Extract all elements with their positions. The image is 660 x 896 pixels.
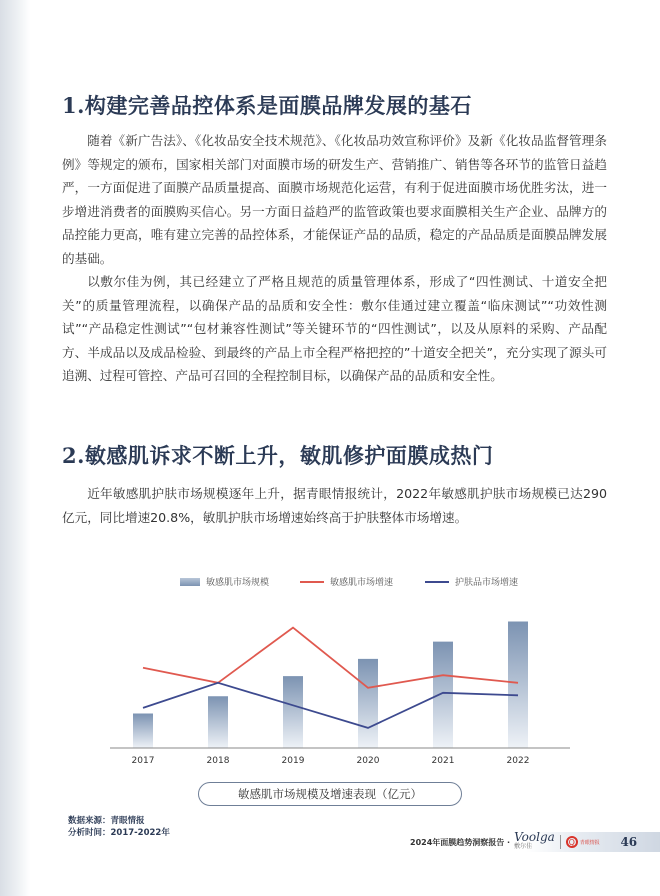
left-decorative-strip — [0, 0, 30, 896]
analysis-time-line: 分析时间：2017-2022年 — [68, 828, 170, 838]
sensitive-skin-chart — [100, 590, 580, 770]
brand-logo — [514, 832, 555, 852]
section2-heading: 2.敏感肌诉求不断上升，敏肌修护面膜成热门 — [62, 443, 494, 468]
section2-paragraph: 近年敏感肌护肤市场规模逐年上升，据青眼情报统计，2022年敏感肌护肤市场规模已达290亿元，同比增速20.8%，敏肌护肤市场增速始终高于护肤整体市场增速。 — [62, 486, 607, 525]
q-logo-label: 青眼情报 — [579, 839, 600, 846]
legend-label-market-size: 敏感肌市场规模 — [206, 578, 270, 588]
legend-red-line-swatch — [300, 581, 324, 583]
x-tick-label-2021: 2021 — [431, 756, 455, 766]
bar-2018 — [208, 696, 228, 748]
x-tick-label-2017: 2017 — [131, 756, 155, 766]
data-source — [68, 815, 170, 839]
source-line: 数据来源：青眼情报 — [68, 816, 145, 826]
line-skincare-growth — [143, 683, 518, 728]
q-logo-icon: Q — [566, 836, 578, 848]
footer-report-title: 2024年面膜趋势洞察报告 · — [410, 837, 511, 847]
x-tick-label-2019: 2019 — [281, 756, 305, 766]
chart-caption: 敏感肌市场规模及增速表现（亿元） — [198, 782, 462, 806]
footer-bar — [392, 832, 660, 852]
page-number: 46 — [620, 835, 638, 849]
chart-legend — [180, 575, 620, 591]
bar-2020 — [358, 659, 378, 748]
x-tick-label-2020: 2020 — [356, 756, 380, 766]
legend-label-sensitive-growth: 敏感肌市场增速 — [330, 578, 394, 588]
legend-bar-swatch — [180, 578, 200, 586]
brand-logo-main: Voolga — [514, 830, 555, 844]
bar-2017 — [133, 714, 153, 749]
section1-paragraph-2: 以敷尔佳为例，其已经建立了严格且规范的质量管理体系，形成了“四性测试、十道安全把关”的质量管理流程，以确保产品的品质和安全性：敷尔佳通过建立覆盖“临床测试”“功效性测试”“产品稳定性测试”“包材兼容性测试”等关键环节的“四性测试”，以及从原料的采购、产品配方、半成品以及成品检验、到最终的产品上市全程严格把控的”十道安全把关”，充分实现了源头可追溯、过程可管控、产品可召回的全程控制目标，以确保产品的品质和安全性。 — [62, 274, 607, 383]
x-tick-label-2022: 2022 — [506, 756, 530, 766]
legend-item-bar — [180, 575, 269, 588]
section1-paragraph-1: 随着《新广告法》、《化妆品安全技术规范》、《化妆品功效宣称评价》及新《化妆品监督管理条例》等规定的颁布，国家相关部门对面膜市场的研发生产、营销推广、销售等各环节的监管日益趋严，一方面促进了面膜产品质量提高、面膜市场规范化运营，有利于促进面膜市场优胜劣汰，进一步增进消费者的面膜购买信心。另一方面日益趋严的监管政策也要求面膜相关生产企业、品牌方的品控能力更高，唯有建立完善的品控体系，才能保证产品的品质，稳定的产品品质是面膜品牌发展的基础。 — [62, 133, 607, 266]
section1-heading: 1.构建完善品控体系是面膜品牌发展的基石 — [62, 93, 472, 118]
bar-2021 — [433, 642, 453, 748]
bar-2022 — [508, 622, 528, 749]
legend-item-skincare-growth — [425, 575, 518, 588]
legend-item-sensitive-growth — [300, 575, 393, 588]
x-tick-label-2018: 2018 — [206, 756, 230, 766]
legend-label-skincare-growth: 护肤品市场增速 — [455, 578, 519, 588]
footer-divider — [560, 835, 561, 849]
legend-blue-line-swatch — [425, 581, 449, 583]
line-sensitive-growth — [143, 628, 518, 688]
bar-2019 — [283, 676, 303, 748]
brand-logo-sub: 敷尔佳 — [514, 843, 533, 850]
